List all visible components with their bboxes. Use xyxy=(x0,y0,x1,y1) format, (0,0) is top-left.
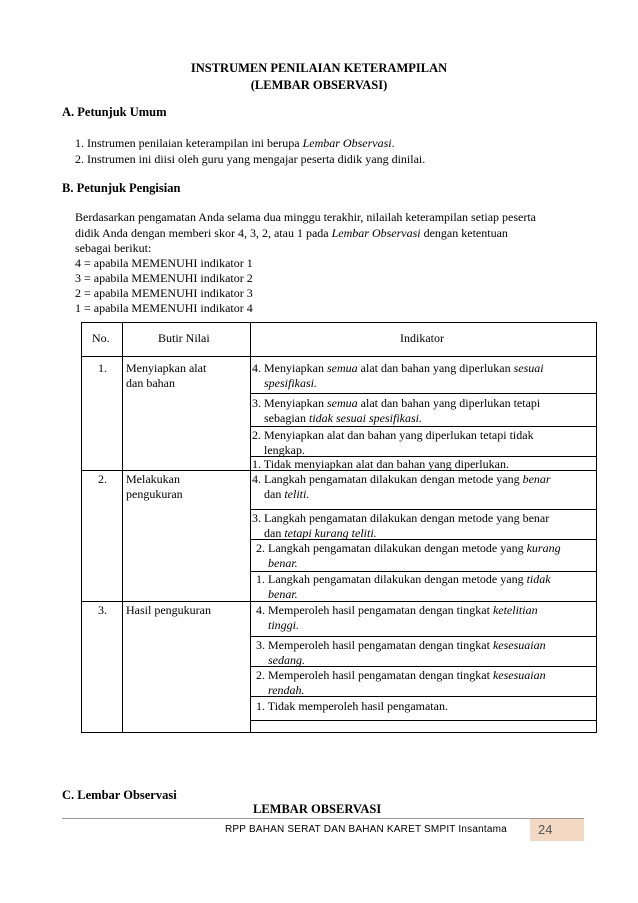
indicator-rule xyxy=(250,636,596,637)
indicator-item: 1. Tidak memperoleh hasil pengamatan. xyxy=(256,699,448,713)
section-a-heading: A. Petunjuk Umum xyxy=(62,105,167,119)
table-divider xyxy=(122,323,123,732)
table-divider xyxy=(250,323,251,732)
footer-text: RPP BAHAN SERAT DAN BAHAN KARET SMPIT Insantama xyxy=(225,824,507,835)
section-b-para-line-3: sebagai berikut: xyxy=(75,241,152,255)
section-a-item-2: 2. Instrumen ini diisi oleh guru yang mengajar peserta didik yang dinilai. xyxy=(75,152,426,166)
footer-rule xyxy=(62,818,584,819)
indicator-item: 1. Langkah pengamatan dilakukan dengan metode yang tidak benar. xyxy=(256,572,551,601)
indicator-item: 3. Langkah pengamatan dilakukan dengan metode yang benar dan tetapi kurang teliti. xyxy=(252,511,550,540)
indicator-item: 4. Menyiapkan semua alat dan bahan yang diperlukan sesuai spesifikasi. xyxy=(252,361,544,390)
table-header-rule xyxy=(82,356,596,357)
indicator-rule xyxy=(250,393,596,394)
indicator-rule xyxy=(250,426,596,427)
section-b-para-line-2: didik Anda dengan memberi skor 4, 3, 2, atau 1 pada Lembar Observasi dengan ketentuan xyxy=(75,226,508,240)
score-line-4: 4 = apabila MEMENUHI indikator 1 xyxy=(75,256,253,270)
assessment-table xyxy=(81,322,597,733)
header-butir-nilai: Butir Nilai xyxy=(158,331,210,345)
row-no: 2. xyxy=(98,472,107,486)
section-a-item-1: 1. Instrumen penilaian keterampilan ini berupa Lembar Observasi. xyxy=(75,136,395,150)
header-no: No. xyxy=(92,331,110,345)
indicator-rule xyxy=(250,720,596,721)
indicator-item: 2. Memperoleh hasil pengamatan dengan tingkat kesesuaian rendah. xyxy=(256,668,546,697)
row-butir: Hasil pengukuran xyxy=(126,603,211,617)
section-b-para-line-1: Berdasarkan pengamatan Anda selama dua minggu terakhir, nilailah keterampilan setiap peserta xyxy=(75,210,537,224)
page-number: 24 xyxy=(538,822,553,837)
indicator-item: 2. Langkah pengamatan dilakukan dengan metode yang kurang benar. xyxy=(256,541,561,570)
section-c-heading: C. Lembar Observasi xyxy=(62,788,177,802)
row-butir: Menyiapkan alat dan bahan xyxy=(126,361,207,390)
indicator-item: 2. Menyiapkan alat dan bahan yang diperlukan tetapi tidak lengkap. xyxy=(252,428,534,457)
row-no: 1. xyxy=(98,361,107,375)
score-line-2: 2 = apabila MEMENUHI indikator 3 xyxy=(75,286,253,300)
indicator-item: 1. Tidak menyiapkan alat dan bahan yang diperlukan. xyxy=(252,457,509,471)
indicator-item: 3. Memperoleh hasil pengamatan dengan tingkat kesesuaian sedang. xyxy=(256,638,546,667)
document-subtitle: (LEMBAR OBSERVASI) xyxy=(250,78,388,92)
indicator-item: 3. Menyiapkan semua alat dan bahan yang diperlukan tetapi sebagian tidak sesuai spesifikasi. xyxy=(252,396,541,425)
indicator-item: 4. Langkah pengamatan dilakukan dengan metode yang benar dan teliti. xyxy=(252,472,551,501)
section-b-heading: B. Petunjuk Pengisian xyxy=(62,181,181,195)
row-no: 3. xyxy=(98,603,107,617)
row-butir: Melakukan pengukuran xyxy=(126,472,183,501)
score-line-1: 1 = apabila MEMENUHI indikator 4 xyxy=(75,301,253,315)
indicator-rule xyxy=(250,509,596,510)
section-c-subtitle: LEMBAR OBSERVASI xyxy=(253,802,382,816)
document-title: INSTRUMEN PENILAIAN KETERAMPILAN xyxy=(190,61,448,75)
indicator-item: 4. Memperoleh hasil pengamatan dengan tingkat ketelitian tinggi. xyxy=(256,603,538,632)
header-indikator: Indikator xyxy=(400,331,444,345)
score-line-3: 3 = apabila MEMENUHI indikator 2 xyxy=(75,271,253,285)
